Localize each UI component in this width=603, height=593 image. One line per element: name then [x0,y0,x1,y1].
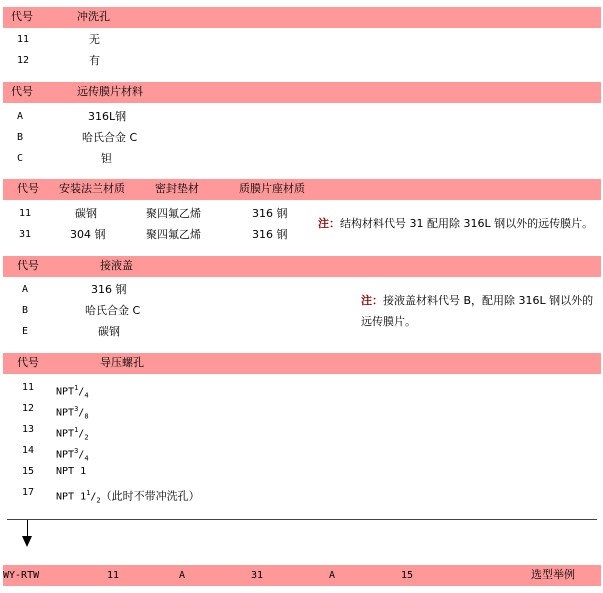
flange-note [318,217,593,231]
cover-row-code: E [22,326,29,337]
cover-note-line1 [361,294,593,308]
example-diaphragm-code: A [179,570,186,581]
header-code: 代号 [11,10,33,23]
header-seat-material: 质膜片座材质 [239,182,305,195]
header-diaphragm-material: 远传膜片材料 [77,85,143,98]
diaphragm-row-value: 钽 [101,152,112,165]
diaphragm-row-value: 316L钢 [88,110,127,123]
diaphragm-row-value: 哈氏合金 C [82,131,138,144]
fraction-slash: / [78,428,85,440]
note-text: 结构材料代号 31 配用除 316L 钢以外的远传膜片。 [340,217,594,230]
note-text: 接液盖材料代号 B，配用除 316L 钢以外的 [383,294,594,307]
flange-row-seat: 316 钢 [252,228,288,241]
flange-row-code: 11 [19,208,32,219]
port-row-remark: （此时不带冲洗孔） [100,489,200,503]
cover-row-code: A [22,284,29,295]
thread-size: NPT [56,407,75,419]
port-row-code: 14 [22,445,35,456]
note-label: 注： [361,294,383,307]
port-row-code: 17 [22,487,35,498]
thread-size: NPT [56,449,75,461]
flange-row-gasket: 聚四氟乙烯 [146,228,201,241]
fraction-numerator: 3 [74,405,79,413]
fraction-slash: / [78,449,85,461]
example-structure-code: 31 [251,570,264,581]
cover-note-line2: 远传膜片。 [361,315,416,328]
flush-row-code: 11 [17,34,30,45]
flange-row-flange: 304 钢 [70,228,106,241]
port-row-value [56,444,89,465]
port-row-value [56,402,89,423]
arrow-head-icon [22,536,32,547]
diaphragm-row-code: A [17,111,24,122]
port-row-value [56,486,200,507]
example-label: 选型举例 [531,568,575,581]
flush-row-code: 12 [17,55,30,66]
flush-row-value: 无 [89,33,100,46]
fraction-denominator: 8 [84,412,89,421]
header-pressure-port: 导压螺孔 [100,356,144,369]
fraction-slash: / [78,386,85,398]
thread-size: NPT [56,386,75,398]
header-code: 代号 [17,182,39,195]
cover-row-value: 316 钢 [91,283,127,296]
fraction-denominator: 2 [84,433,89,442]
thread-size: NPT 1 [56,491,87,503]
cover-header [3,256,601,277]
header-code: 代号 [17,259,39,272]
header-wetted-cover: 接液盖 [100,259,133,272]
example-flush-code: 11 [107,570,120,581]
divider-line [7,519,597,520]
header-code: 代号 [17,356,39,369]
fraction-denominator: 2 [96,496,101,505]
cover-row-value: 哈氏合金 C [85,304,141,317]
fraction-slash: / [78,407,85,419]
port-row-code: 13 [22,424,35,435]
example-port-code: 15 [401,570,414,581]
flange-row-flange: 碳钢 [75,207,97,220]
diaphragm-row-code: C [17,153,24,164]
diaphragm-header [3,82,601,103]
flange-row-gasket: 聚四氟乙烯 [146,207,201,220]
port-row-code: 12 [22,403,35,414]
header-flange-material: 安装法兰材质 [59,182,125,195]
port-row-code: 11 [22,382,35,393]
header-flush-hole: 冲洗孔 [77,10,110,23]
cover-row-value: 碳钢 [98,325,120,338]
flange-row-code: 31 [19,229,32,240]
arrow-down-icon [27,520,28,536]
fraction-slash: / [90,491,97,503]
port-row-value [56,423,89,444]
header-gasket-material: 密封垫材 [155,182,199,195]
fraction-denominator: 4 [84,391,89,400]
example-model: WY-RTW [3,570,40,581]
fraction-numerator: 3 [74,447,79,455]
example-bar [3,565,601,586]
fraction-numerator: 1 [74,426,79,434]
flush-row-value: 有 [89,54,100,67]
flange-header [3,179,601,200]
flush-header [3,7,601,28]
thread-size: NPT 1 [56,466,87,477]
fraction-denominator: 4 [84,454,89,463]
port-row-value [56,465,86,479]
example-cover-code: A [329,570,336,581]
cover-row-code: B [22,305,29,316]
port-row-value [56,381,89,402]
diaphragm-row-code: B [17,132,24,143]
port-header [3,353,601,374]
note-label: 注： [318,217,340,230]
fraction-numerator: 1 [74,384,79,392]
port-row-code: 15 [22,466,35,477]
thread-size: NPT [56,428,75,440]
fraction-numerator: 1 [86,489,91,497]
flange-row-seat: 316 钢 [252,207,288,220]
header-code: 代号 [11,85,33,98]
